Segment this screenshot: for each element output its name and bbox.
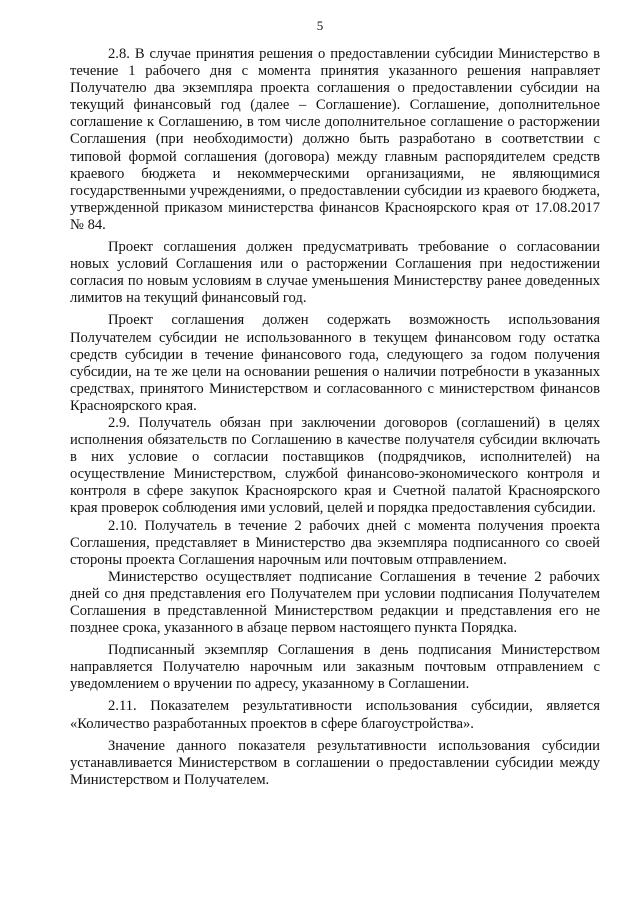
paragraph-ministry-signing: Министерство осуществляет подписание Соглашения в течение 2 рабочих дней со дня представления его Получателем при условии подписания Получателем Соглашения в представленной Министерством редакции и представления его не позднее срока, указанного в абзаце первом настоящего пункта Порядка. — [70, 568, 600, 637]
page-number: 5 — [316, 18, 324, 33]
paragraph-signed-copy: Подписанный экземпляр Соглашения в день подписания Министерством направляется Получателю нарочным или заказным почтовым отправлением с уведомлением о вручении по адресу, указанному в Соглашении. — [70, 642, 600, 693]
paragraph-2-8: 2.8. В случае принятия решения о предоставлении субсидии Министерство в течение 1 рабочего дня с момента принятия указанного решения направляет Получателю два экземпляра проекта соглашения о предоставлении субсидии на текущий финансовый год (далее – Соглашение). Соглашение, дополнительное соглашение к Соглашению, в том числе дополнительное соглашение о расторжении Соглашения (при необходимости) должно быть разработано в соответствии с типовой формой соглашения (договора) между главным распорядителем средств краевого бюджета и некоммерческими организациями, не являющимися государственными учреждениями, о предоставлении субсидии из краевого бюджета, утвержденной приказом министерства финансов Красноярского края от 17.08.2017 № 84. — [70, 46, 600, 233]
paragraph-2-10: 2.10. Получатель в течение 2 рабочих дней с момента получения проекта Соглашения, представляет в Министерство два экземпляра подписанного со своей стороны проекта Соглашения нарочным или почтовым отправлением. — [70, 517, 600, 568]
paragraph-agreement-terms: Проект соглашения должен предусматривать требование о согласовании новых условий Соглашения или о расторжении Соглашения при недостижении согласия по новым условиям в случае уменьшения Министерству ранее доведенных лимитов на текущий финансовый год. — [70, 239, 600, 307]
paragraph-2-11: 2.11. Показателем результативности использования субсидии, является «Количество разработанных проектов в сфере благоустройства». — [70, 698, 600, 732]
paragraph-indicator-value: Значение данного показателя результативности использования субсидии устанавливается Министерством в соглашении о предоставлении субсидии между Министерством и Получателем. — [70, 737, 600, 788]
paragraph-unused-balance: Проект соглашения должен содержать возможность использования Получателем субсидии не использованного в текущем финансовом году остатка средств субсидии в течение финансового года, следующего за годом получения субсидии, на те же цели на основании решения о наличии потребности в указанных средствах, принятого Министерством и согласованного с министерством финансов Красноярского края. — [70, 312, 600, 414]
paragraph-2-9: 2.9. Получатель обязан при заключении договоров (соглашений) в целях исполнения обязательств по Соглашению в качестве получателя субсидии включать в них условие о согласии поставщиков (подрядчиков, исполнителей) на осуществление Министерством, службой финансово-экономического контроля и контроля в сфере закупок Красноярского края и Счетной палатой Красноярского края проверок соблюдения ими условий, целей и порядка предоставления субсидии. — [70, 414, 600, 517]
document-body — [70, 46, 600, 789]
